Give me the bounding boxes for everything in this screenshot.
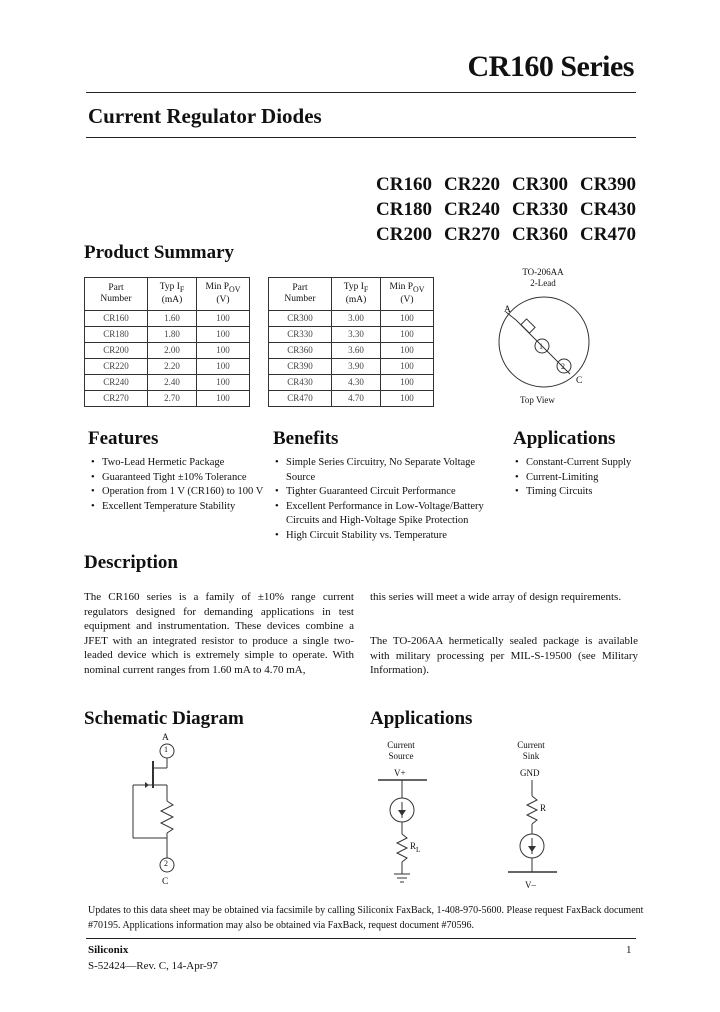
doc-subtitle: Current Regulator Diodes	[88, 104, 322, 128]
cell-typ-if: 2.70	[148, 391, 197, 407]
col-min-pov: Min $P_{OV}$ (V)	[381, 278, 434, 311]
current-source-label-2: Source	[388, 751, 414, 761]
current-sink-label-2: Sink	[522, 751, 540, 761]
table-gap	[250, 375, 269, 391]
col-part-number: Part Number	[269, 278, 332, 311]
list-item: • Tighter Guaranteed Circuit Performance	[272, 485, 504, 500]
list-item: • Current-Limiting	[512, 471, 652, 486]
part-number: CR330	[512, 199, 568, 220]
part-number: CR270	[444, 224, 500, 245]
table-row	[85, 327, 434, 343]
part-number: CR470	[580, 224, 636, 245]
cell-typ-if: 3.30	[332, 327, 381, 343]
current-source-label-1: Current	[387, 740, 415, 750]
benefits-list	[272, 456, 504, 543]
schematic-pin-2: 2	[164, 859, 168, 868]
package-pin-c: C	[576, 376, 583, 386]
tab	[521, 319, 535, 333]
package-view-label: Top View	[520, 395, 555, 405]
cell-typ-if: 2.20	[148, 359, 197, 375]
cell-min-pov: 100	[197, 343, 250, 359]
cell-typ-if: 3.90	[332, 359, 381, 375]
rl-label-main: R	[410, 841, 417, 851]
table-row	[85, 311, 434, 327]
applications-list	[512, 456, 652, 500]
list-item: • Simple Series Circuitry, No Separate Voltage Source	[272, 456, 504, 485]
rl-label-sub: L	[416, 845, 421, 854]
table-gap	[250, 359, 269, 375]
cell-part: CR360	[269, 343, 332, 359]
cell-typ-if: 3.60	[332, 343, 381, 359]
part-number-grid	[376, 172, 648, 247]
schematic-pin-c: C	[162, 877, 169, 887]
cell-min-pov: 100	[381, 311, 434, 327]
description-heading: Description	[84, 552, 178, 573]
part-number: CR200	[376, 224, 432, 245]
applications-heading: Applications	[513, 428, 616, 449]
svg-text:1: 1	[539, 342, 543, 351]
cell-min-pov: 100	[197, 359, 250, 375]
product-summary-heading: Product Summary	[84, 242, 235, 263]
list-item: • Two-Lead Hermetic Package	[88, 456, 268, 471]
cell-part: CR180	[85, 327, 148, 343]
table-gap	[250, 391, 269, 407]
rl-label	[410, 841, 420, 854]
table-row	[85, 391, 434, 407]
features-list	[88, 456, 268, 514]
product-summary-table	[84, 277, 434, 407]
series-title: CR160 Series	[467, 50, 634, 83]
schematic-heading: Schematic Diagram	[84, 708, 244, 729]
cell-min-pov: 100	[197, 391, 250, 407]
col-typ-if: Typ $I_F$ (mA)	[148, 278, 197, 311]
cell-typ-if: 3.00	[332, 311, 381, 327]
r-label: R	[540, 803, 547, 813]
cell-part: CR300	[269, 311, 332, 327]
table-row	[85, 343, 434, 359]
list-item: • Timing Circuits	[512, 485, 652, 500]
current-sink-label	[502, 740, 560, 762]
applications-diagram-heading: Applications	[370, 708, 473, 729]
page-number: 1	[626, 944, 632, 956]
package-body	[499, 297, 589, 387]
schematic-diagram	[125, 743, 195, 878]
col-min-pov: Min $P_{OV}$ (V)	[197, 278, 250, 311]
benefits-heading: Benefits	[273, 428, 339, 449]
resistor	[161, 801, 173, 833]
load-resistor	[397, 834, 407, 862]
vplus-label: V+	[394, 768, 406, 778]
list-item: • Excellent Performance in Low-Voltage/Battery Circuits and High-Voltage Spike Protection	[272, 500, 504, 529]
schematic-pin-1: 1	[164, 745, 168, 754]
cell-typ-if: 1.80	[148, 327, 197, 343]
description-paragraph-1: The CR160 series is a family of ±10% range current regulators designed for demanding applications in test equipment and instrumentation. These devices combine a JFET with an integrated resistor to produce a single two-leaded device which is extremely simple to operate. With nominal current ranges from 1.60 mA to 4.70 mA,	[84, 591, 354, 676]
part-number: CR430	[580, 199, 636, 220]
current-sink-label-1: Current	[517, 740, 545, 750]
part-number: CR360	[512, 224, 568, 245]
cell-min-pov: 100	[381, 359, 434, 375]
schematic-pin-a: A	[162, 733, 169, 743]
table-gap	[250, 311, 269, 327]
part-number: CR180	[376, 199, 432, 220]
current-sink-diagram	[505, 778, 560, 878]
cell-typ-if: 2.00	[148, 343, 197, 359]
cell-typ-if: 4.70	[332, 391, 381, 407]
footer-rule	[86, 938, 636, 939]
current-source-label	[372, 740, 430, 762]
package-name: TO-206AA	[522, 267, 564, 277]
list-item: • Guaranteed Tight ±10% Tolerance	[88, 471, 268, 486]
cell-part: CR220	[85, 359, 148, 375]
cell-min-pov: 100	[381, 343, 434, 359]
cell-part: CR270	[85, 391, 148, 407]
part-number: CR390	[580, 174, 636, 195]
cell-part: CR470	[269, 391, 332, 407]
cell-typ-if: 1.60	[148, 311, 197, 327]
company-name: Siliconix	[88, 944, 129, 956]
vminus-label: V–	[525, 880, 536, 890]
svg-text:2: 2	[561, 362, 565, 371]
package-pin-a: A	[504, 305, 511, 315]
cell-min-pov: 100	[381, 327, 434, 343]
package-lead: 2-Lead	[530, 278, 556, 288]
cell-typ-if: 2.40	[148, 375, 197, 391]
current-source-diagram	[375, 778, 430, 886]
cell-part: CR160	[85, 311, 148, 327]
cell-min-pov: 100	[197, 311, 250, 327]
part-number: CR160	[376, 174, 432, 195]
table-gap	[250, 343, 269, 359]
cell-typ-if: 4.30	[332, 375, 381, 391]
col-part-number: Part Number	[85, 278, 148, 311]
cell-part: CR330	[269, 327, 332, 343]
table-header-row	[85, 278, 434, 311]
document-number: S-52424—Rev. C, 14-Apr-97	[88, 960, 218, 972]
sink-resistor	[527, 796, 537, 824]
cell-part: CR240	[85, 375, 148, 391]
part-number: CR220	[444, 174, 500, 195]
subtitle-rule	[86, 137, 636, 138]
cell-part: CR200	[85, 343, 148, 359]
gnd-label: GND	[520, 768, 540, 778]
table-row	[85, 375, 434, 391]
cell-part: CR430	[269, 375, 332, 391]
cell-min-pov: 100	[381, 391, 434, 407]
cell-min-pov: 100	[197, 327, 250, 343]
list-item: • High Circuit Stability vs. Temperature	[272, 529, 504, 544]
cell-min-pov: 100	[381, 375, 434, 391]
features-heading: Features	[88, 428, 159, 449]
description-paragraph-2: this series will meet a wide array of design requirements.	[370, 591, 622, 603]
list-item: • Operation from 1 V (CR160) to 100 V	[88, 485, 268, 500]
cell-min-pov: 100	[197, 375, 250, 391]
table-row	[85, 359, 434, 375]
description-paragraph-3: The TO-206AA hermetically sealed package is available with military processing per MIL-S-19500 (see Military Information).	[370, 635, 638, 677]
part-number: CR300	[512, 174, 568, 195]
list-item: • Excellent Temperature Stability	[88, 500, 268, 515]
top-rule	[86, 92, 636, 93]
table-gap	[250, 278, 269, 311]
table-gap	[250, 327, 269, 343]
list-item: • Constant-Current Supply	[512, 456, 652, 471]
part-number: CR240	[444, 199, 500, 220]
col-typ-if: Typ $I_F$ (mA)	[332, 278, 381, 311]
faxback-note: Updates to this data sheet may be obtained via facsimile by calling Siliconix FaxBack, 1-408-970-5600. Please request FaxBack document #70195. Applications information may also be obtained via FaxBack, request document #70596.	[88, 905, 644, 931]
cell-part: CR390	[269, 359, 332, 375]
